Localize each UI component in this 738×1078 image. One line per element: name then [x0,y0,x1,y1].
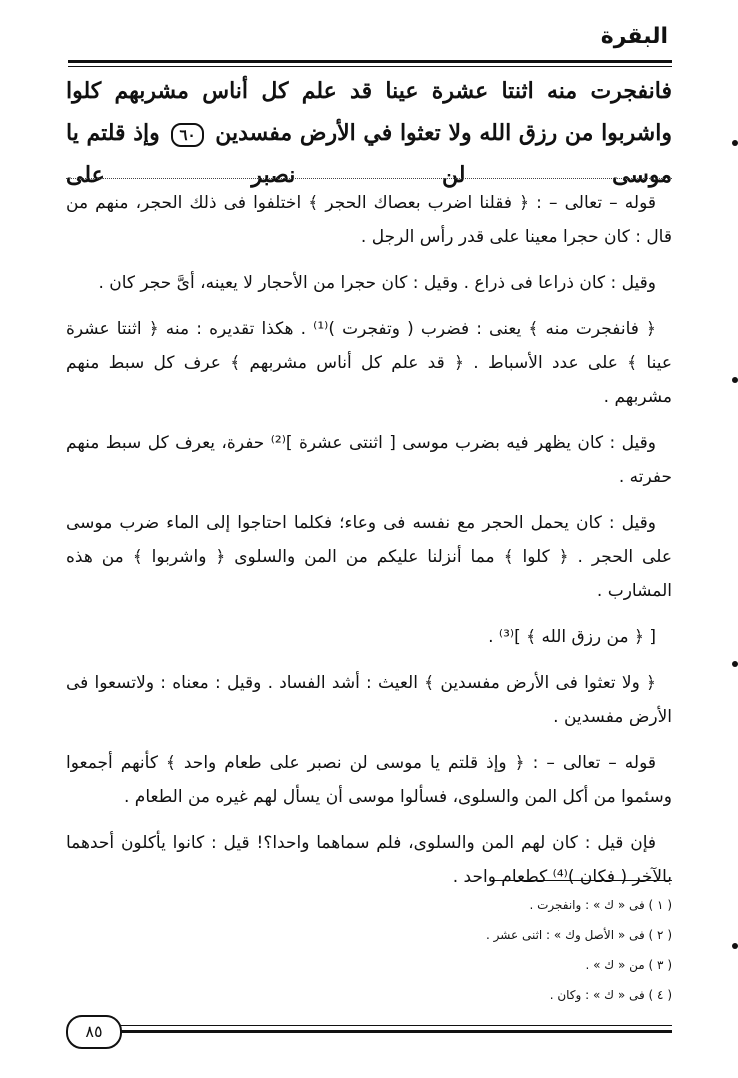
margin-dot [732,661,738,667]
footnote-item: ( ٣ ) من « ك » . [585,958,672,972]
commentary-paragraph: قوله – تعالى – : ﴿ وإذ قلتم يا موسى لن نصبر على طعام واحد ﴾ كأنهم أجمعوا وسئموا من أكل المن والسلوى، فسألوا موسى أن يسأل لهم غيره من الطعام . [66,753,672,807]
margin-dot [732,140,738,146]
margin-dot [732,377,738,383]
footnote-item: ( ٤ ) فى « ك » : وكان . [549,988,672,1002]
header-rule-thick [68,60,672,63]
quran-text-continuation: وإذ قلتم يا موسى لن نصبر على [66,120,672,188]
footer-rule-thick [120,1030,672,1033]
commentary-paragraph: فإن قيل : كان لهم المن والسلوى، فلم سماهما واحدا؟! قيل : كانوا يأكلون أحدهما بالآخر ( فكان )⁽⁴⁾ كطعام واحد . [66,833,672,887]
footnotes-block [66,890,672,1010]
section-divider [66,178,672,179]
commentary-paragraph: وقيل : كان يحمل الحجر مع نفسه فى وعاء؛ فكلما احتاجوا إلى الماء ضرب موسى على الحجر . ﴿ كلوا ﴾ مما أنزلنا عليكم من المن والسلوى ﴿ واشربوا ﴾ من هذه المشارب . [66,513,672,601]
page-number: ٨٥ [66,1015,122,1049]
header-rule-thin [68,66,672,67]
margin-dot [732,943,738,949]
commentary-paragraph: وقيل : كان يظهر فيه بضرب موسى [ اثنتى عشرة ]⁽²⁾ حفرة، يعرف كل سبط منهم حفرته . [66,433,672,487]
verse-number-marker: ٦٠ [171,123,203,147]
commentary-paragraph: ﴿ ولا تعثوا فى الأرض مفسدين ﴾ العيث : أشد الفساد . وقيل : معناه : ولاتسعوا فى الأرض مفسدين . [66,673,672,727]
footnote-separator [492,880,672,881]
footnote-item: ( ٢ ) فى « الأصل وك » : اثنى عشر . [486,928,672,942]
commentary-body [66,186,672,906]
surah-title: البقرة [600,24,668,49]
commentary-paragraph: قوله – تعالى – : ﴿ فقلنا اضرب بعصاك الحجر ﴾ اختلفوا فى ذلك الحجر، منهم من قال : كان حجرا معينا على قدر رأس الرجل . [66,193,672,247]
commentary-paragraph: وقيل : كان ذراعا فى ذراع . وقيل : كان حجرا من الأحجار لا يعينه، أىَّ حجر كان . [98,273,656,293]
footnote-item: ( ١ ) فى « ك » : وانفجرت . [529,898,672,912]
commentary-paragraph: ﴿ فانفجرت منه ﴾ يعنى : فضرب ( وتفجرت )⁽¹⁾ . هكذا تقديره : منه ﴿ اثنتا عشرة عينا ﴾ على عدد الأسباط . ﴿ قد علم كل أناس مشربهم ﴾ عرف كل سبط منهم مشربهم . [66,319,672,407]
quran-text-main: فانفجرت منه اثنتا عشرة عينا قد علم كل أناس مشربهم كلوا واشربوا من رزق الله ولا تعثوا في الأرض مفسدين [66,78,672,146]
commentary-paragraph: [ ﴿ من رزق الله ﴾ ]⁽³⁾ . [488,627,656,647]
footer-rule-thin [120,1025,672,1026]
